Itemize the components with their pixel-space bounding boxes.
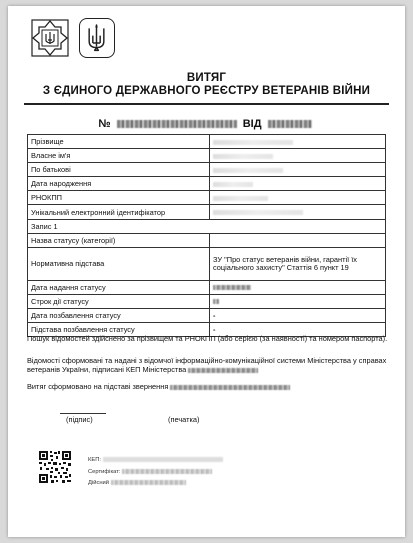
number-date-label: ВІД (242, 118, 262, 130)
redacted-signer (188, 368, 258, 373)
table-row (28, 233, 386, 247)
signature-line (60, 413, 106, 414)
stamp-label: (печатка) (168, 415, 200, 424)
table-row (28, 149, 386, 163)
coat-of-arms-frame (79, 18, 115, 58)
row-value (210, 191, 386, 205)
revocation-reason-value: - (210, 323, 386, 337)
redacted-certificate (122, 469, 212, 474)
row-label: Унікальний електронний ідентифікатор (28, 205, 210, 219)
row-label: По батькові (28, 163, 210, 177)
request-note (27, 382, 389, 391)
trident-icon (80, 19, 113, 56)
signature-label: (підпис) (66, 415, 93, 424)
grant-date-value (210, 280, 386, 294)
row-label: Прізвище (28, 135, 210, 149)
row-label: Дата народження (28, 177, 210, 191)
valid-label: Дійсний (88, 480, 110, 487)
document-title: ВИТЯГ (186, 72, 227, 84)
validity-label: Строк дії статусу (28, 294, 210, 308)
veteran-data-table (27, 134, 386, 337)
info-note-text: Відомості сформовані та надані з відомчої інформаційно-комунікаційної системи Міністерства у справах ветеранів України, підписані КЕП Міністерства (27, 356, 387, 374)
legal-basis-value: ЗУ "Про статус ветеранів війни, гарантії їх соціального захисту" Статтія 6 пункт 19 (210, 247, 386, 280)
row-value (210, 205, 386, 219)
row-value (210, 149, 386, 163)
kep-line (88, 457, 223, 463)
row-value (210, 135, 386, 149)
redacted-validity (111, 480, 186, 485)
table-row (28, 177, 386, 191)
legal-basis-label: Нормативна підстава (28, 247, 210, 280)
number-prefix: № (98, 118, 111, 130)
record-section-label: Запис 1 (28, 219, 386, 233)
table-row (28, 294, 386, 308)
row-value (210, 163, 386, 177)
table-row (28, 191, 386, 205)
status-name-value (210, 233, 386, 247)
certificate-label: Сертифікат: (88, 469, 121, 476)
revocation-date-value: - (210, 308, 386, 322)
revocation-reason-label: Підстава позбавлення статусу (28, 323, 210, 337)
row-value (210, 177, 386, 191)
revocation-date-label: Дата позбавлення статусу (28, 308, 210, 322)
search-note: Пошук відомостей здійснено за прізвищем та РНОКПП (або серією (за наявності) та номером паспорта). (27, 334, 388, 343)
veterans-emblem-icon (30, 18, 70, 58)
qr-code-icon (38, 450, 72, 484)
redacted-date (268, 120, 312, 128)
header-divider (24, 103, 389, 105)
redacted-kep (103, 457, 223, 462)
table-row (28, 163, 386, 177)
row-label: Власне ім'я (28, 149, 210, 163)
validity-line (88, 480, 186, 486)
grant-date-label: Дата надання статусу (28, 280, 210, 294)
certificate-line (88, 469, 212, 475)
redacted-request (170, 385, 290, 390)
table-row (28, 135, 386, 149)
document-subtitle: З ЄДИНОГО ДЕРЖАВНОГО РЕЄСТРУ ВЕТЕРАНІВ ВІЙНИ (42, 85, 371, 97)
document-page (8, 6, 405, 537)
validity-value (210, 294, 386, 308)
table-row (28, 247, 386, 280)
redacted-number (117, 120, 237, 128)
section-row (28, 219, 386, 233)
row-label: РНОКПП (28, 191, 210, 205)
info-note (27, 356, 389, 374)
table-row (28, 280, 386, 294)
status-name-label: Назва статусу (категорії) (28, 233, 210, 247)
kep-label: КЕП: (88, 457, 102, 464)
table-row (28, 205, 386, 219)
document-number (8, 118, 405, 130)
table-row (28, 308, 386, 322)
request-note-text: Витяг сформовано на підставі звернення (27, 382, 169, 391)
